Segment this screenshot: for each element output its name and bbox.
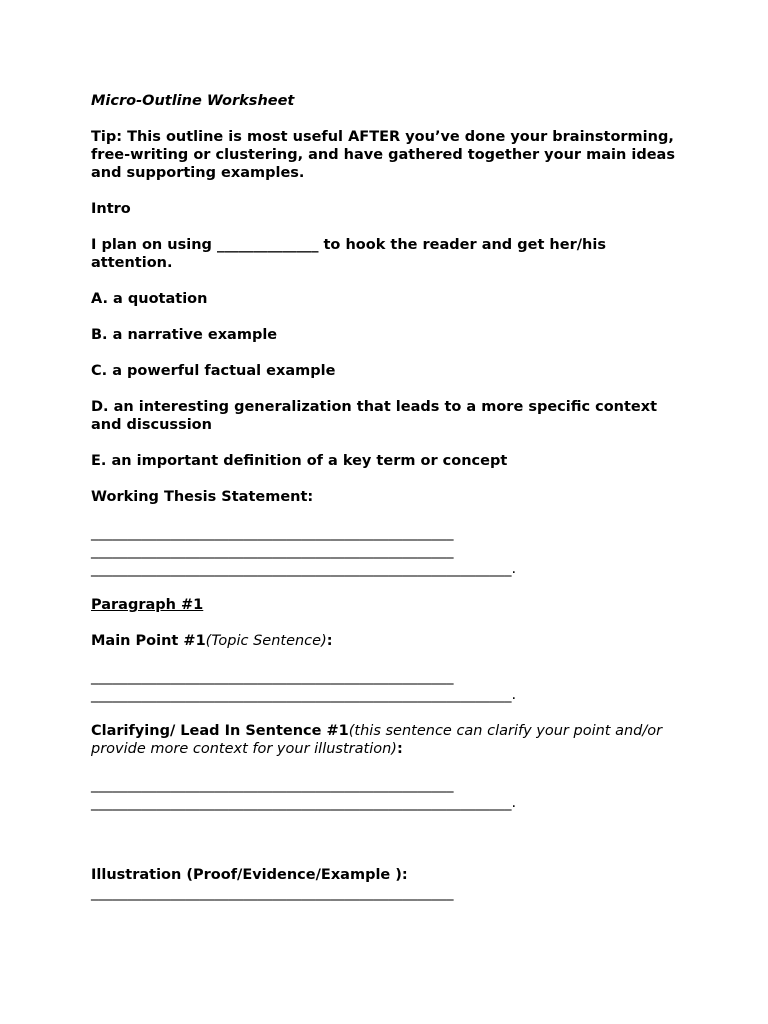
illustration-line-1: __________________________________________________ xyxy=(91,885,454,901)
illustration-heading: Illustration (Proof/Evidence/Example ): xyxy=(91,867,408,883)
main-point-colon: : xyxy=(326,633,333,649)
clarifying-line-2: __________________________________________________________. xyxy=(91,795,517,811)
thesis-line-1: __________________________________________________ xyxy=(91,525,454,541)
main-point-line-1: __________________________________________________ xyxy=(91,669,454,685)
main-point-title: Main Point #1 xyxy=(91,633,206,649)
main-point-note: (Topic Sentence) xyxy=(205,633,327,649)
clarifying-blank-lines xyxy=(91,776,691,812)
option-e: E. an important definition of a key term or concept xyxy=(91,453,508,469)
thesis-line-3: __________________________________________________________. xyxy=(91,561,517,577)
clarifying-note: (this sentence can clarify your point and/or provide more context for your illustration) xyxy=(91,723,667,757)
thesis-heading: Working Thesis Statement: xyxy=(91,489,314,505)
main-point-line-2: __________________________________________________________. xyxy=(91,687,517,703)
thesis-line-2: __________________________________________________ xyxy=(91,543,454,559)
intro-heading: Intro xyxy=(91,201,131,217)
document-title: Micro-Outline Worksheet xyxy=(91,93,295,109)
option-a: A. a quotation xyxy=(91,291,208,307)
main-point-blank-lines xyxy=(91,668,691,704)
worksheet-page xyxy=(91,92,691,902)
main-point-label xyxy=(91,632,691,650)
clarifying-colon: : xyxy=(396,741,403,757)
paragraph-heading: Paragraph #1 xyxy=(91,597,204,613)
clarifying-line-1: __________________________________________________ xyxy=(91,777,454,793)
option-d: D. an interesting generalization that leads to a more specific context and discussion xyxy=(91,399,663,433)
clarifying-label xyxy=(91,722,691,758)
clarifying-title: Clarifying/ Lead In Sentence #1 xyxy=(91,723,349,739)
option-c: C. a powerful factual example xyxy=(91,363,336,379)
hook-sentence: I plan on using ______________ to hook the reader and get her/his attention. xyxy=(91,237,612,271)
tip-paragraph: Tip: This outline is most useful AFTER you’ve done your brainstorming, free-writing or clustering, and have gathered together your main ideas and supporting examples. xyxy=(91,129,681,181)
option-b: B. a narrative example xyxy=(91,327,278,343)
thesis-blank-lines xyxy=(91,524,691,578)
